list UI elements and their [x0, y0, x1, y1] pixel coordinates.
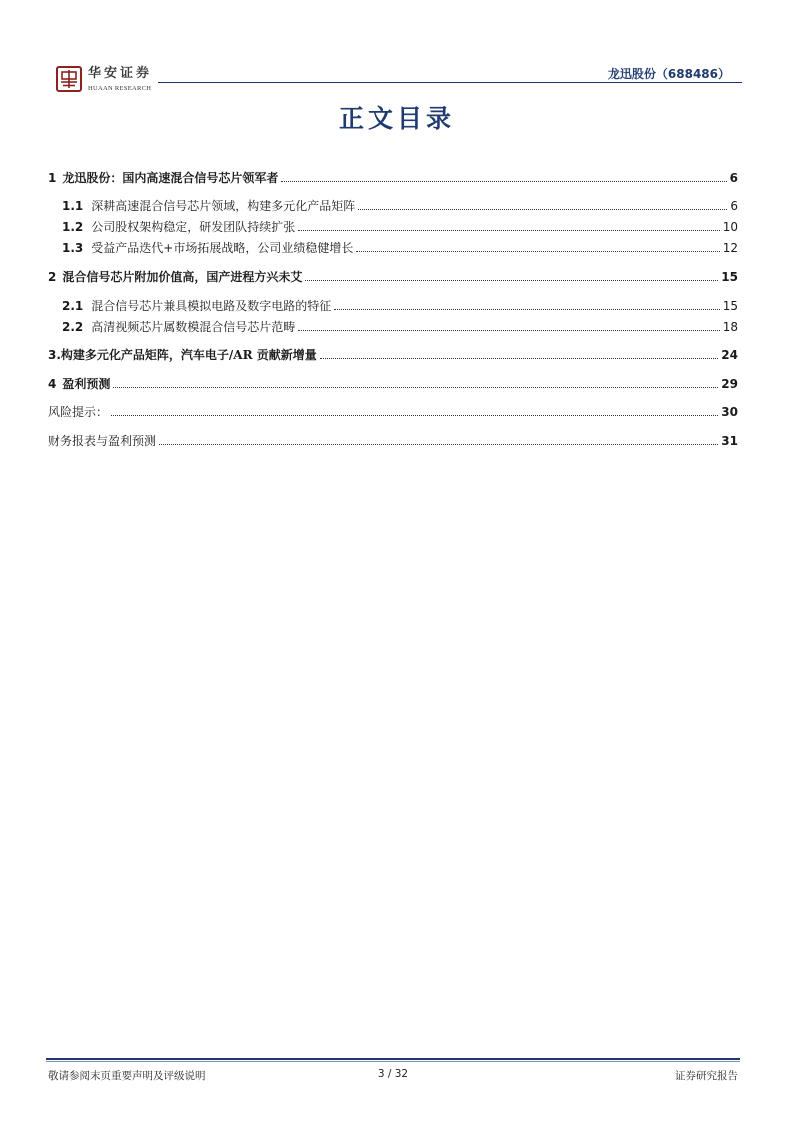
toc-entry-page: 24 [721, 348, 738, 362]
footer-divider-thin [46, 1061, 740, 1062]
toc-entry-title: 龙迅股份：国内高速混合信号芯片领军者 [62, 171, 279, 185]
toc-entry[interactable] [48, 267, 738, 285]
toc-entry-page: 15 [722, 299, 738, 313]
toc-entry[interactable] [62, 317, 738, 335]
toc-entry-page: 30 [721, 405, 738, 419]
toc-entry-title: 混合信号芯片兼具模拟电路及数字电路的特征 [91, 299, 332, 313]
page-header [52, 60, 742, 100]
toc-entry[interactable] [48, 402, 738, 420]
toc-entry-title: 深耕高速混合信号芯片领域，构建多元化产品矩阵 [91, 199, 356, 213]
toc-entry-page: 6 [730, 199, 738, 213]
toc-leader-dots [298, 230, 719, 231]
toc-entry[interactable] [62, 196, 738, 214]
toc-entry-number: 2.1 [62, 299, 84, 313]
toc-entry-page: 15 [721, 270, 738, 284]
toc-leader-dots [298, 330, 719, 331]
toc-entry-page: 29 [721, 377, 738, 391]
page-number: 3 / 32 [377, 1068, 409, 1080]
page-footer [48, 1068, 738, 1084]
toc-entry[interactable] [48, 431, 738, 449]
toc-entry-number: 1.2 [62, 220, 84, 234]
toc-entry-number: 3. [48, 348, 61, 362]
toc-leader-dots [305, 280, 718, 281]
toc-entry[interactable] [48, 374, 738, 392]
toc-entry-number: 1 [48, 171, 57, 185]
company-ticker: 龙迅股份（688486） [607, 67, 730, 81]
toc-leader-dots [358, 209, 727, 210]
toc-entry[interactable] [62, 217, 738, 235]
toc-leader-dots [356, 251, 719, 252]
toc-leader-dots [111, 415, 718, 416]
footer-divider [46, 1058, 740, 1060]
toc-entry[interactable] [48, 345, 738, 363]
toc-entry-number: 4 [48, 377, 57, 391]
toc-entry[interactable] [62, 238, 738, 256]
page-title: 正文目录 [338, 104, 455, 133]
toc-entry-title: 高清视频芯片属数模混合信号芯片范畴 [91, 320, 296, 334]
toc-entry-number: 1.3 [62, 241, 84, 255]
huaan-seal-icon [56, 66, 82, 92]
toc-entry-number: 2 [48, 270, 57, 284]
logo-chinese-name: 华安证券 [88, 66, 153, 81]
toc-leader-dots [320, 358, 719, 359]
toc-entry-page: 6 [729, 171, 738, 185]
toc-entry-title: 公司股权架构稳定，研发团队持续扩张 [91, 220, 296, 234]
header-divider [158, 82, 742, 83]
logo-english-name: HUAAN RESEARCH [88, 85, 152, 92]
toc-entry-number: 1.1 [62, 199, 84, 213]
toc-entry-title: 财务报表与盈利预测 [48, 434, 157, 448]
toc-entry-title: 受益产品迭代+市场拓展战略，公司业绩稳健增长 [91, 241, 354, 255]
toc-entry[interactable] [62, 296, 738, 314]
toc-entry-title: 风险提示： [48, 405, 109, 419]
toc-leader-dots [281, 181, 726, 182]
toc-entry-title: 构建多元化产品矩阵，汽车电子/AR 贡献新增量 [60, 348, 317, 362]
toc-entry-page: 18 [722, 320, 738, 334]
toc-leader-dots [334, 309, 719, 310]
footer-doc-type: 证券研究报告 [675, 1070, 738, 1082]
toc-entry-page: 12 [722, 241, 738, 255]
toc-leader-dots [113, 387, 718, 388]
footer-disclaimer: 敬请参阅末页重要声明及评级说明 [48, 1070, 206, 1082]
toc-entry-title: 混合信号芯片附加价值高，国产进程方兴未艾 [62, 270, 303, 284]
toc-entry-title: 盈利预测 [62, 377, 111, 391]
toc-entry-page: 31 [721, 434, 738, 448]
huaan-logo [56, 66, 152, 93]
toc-entry[interactable] [48, 168, 738, 186]
toc-leader-dots [159, 444, 718, 445]
toc-entry-number: 2.2 [62, 320, 84, 334]
toc-entry-page: 10 [722, 220, 738, 234]
